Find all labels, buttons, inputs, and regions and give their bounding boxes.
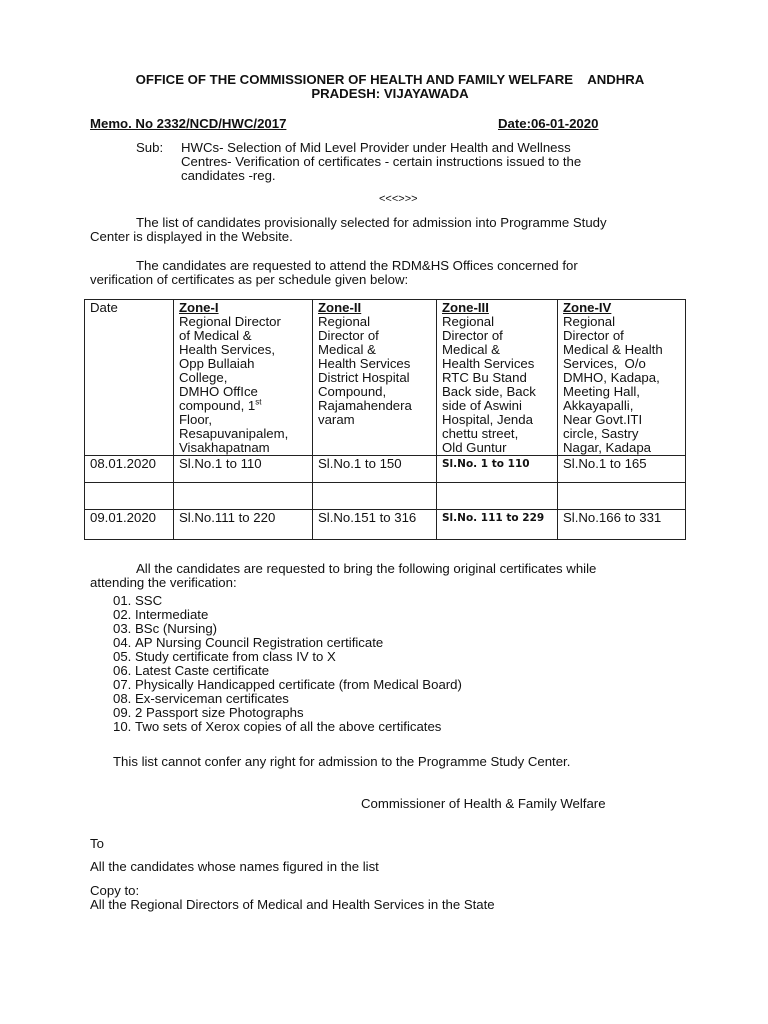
zone-3-address-line: Medical & <box>442 342 500 357</box>
zone-3-address-line: Director of <box>442 328 503 343</box>
zone-4-address-line: Director of <box>563 328 624 343</box>
list-item <box>113 594 462 608</box>
zone-1-address-line: College, <box>179 370 228 385</box>
list-number: 06. <box>113 663 132 678</box>
zone-3-address-line: Old Guntur <box>442 440 507 455</box>
office-title <box>90 73 690 101</box>
copy-to-label: Copy to: <box>90 883 140 898</box>
copy-to-block <box>90 884 495 912</box>
zone-1-address-line: Resapuvanipalem, <box>179 426 289 441</box>
paragraph-bring-certificates <box>90 562 678 590</box>
list-text: 2 Passport size Photographs <box>135 705 304 720</box>
zone-3-range-cell: Sl.No. 111 to 229 <box>437 510 558 540</box>
zone-1-range-cell: Sl.No.1 to 110 <box>174 456 313 483</box>
zone-3-range-cell: Sl.No. 1 to 110 <box>437 456 558 483</box>
list-item <box>113 636 462 650</box>
superscript-st: st <box>255 397 262 407</box>
memo-number: Memo. No 2332/NCD/HWC/2017 <box>90 116 287 131</box>
zone-4-address-line: Services, O/o <box>563 356 646 371</box>
table-header-row <box>85 300 686 456</box>
zone-2-name: Zone-II <box>318 300 362 315</box>
list-item <box>113 664 462 678</box>
list-number: 02. <box>113 607 132 622</box>
zone-2-address-line: District Hospital <box>318 370 410 385</box>
paragraph-line: The list of candidates provisionally selected for admission into Programme Study <box>136 215 607 230</box>
list-text: Two sets of Xerox copies of all the above certificates <box>135 719 442 734</box>
zone-4-address-line: circle, Sastry <box>563 426 639 441</box>
zone-1-address-line: Regional Director <box>179 314 281 329</box>
zone-3-address-line: Back side, Back <box>442 384 536 399</box>
schedule-date-cell <box>85 483 174 510</box>
list-number: 07. <box>113 677 132 692</box>
schedule-date-cell: 09.01.2020 <box>85 510 174 540</box>
zone-3-address-line: Hospital, Jenda <box>442 412 533 427</box>
list-item <box>113 608 462 622</box>
certificate-list <box>113 594 462 734</box>
zone-2-range-cell: Sl.No.151 to 316 <box>313 510 437 540</box>
zone-4-range-cell <box>558 483 686 510</box>
zone-2-range-cell <box>313 483 437 510</box>
paragraph-list-displayed <box>90 216 678 244</box>
zone-1-address-line: DMHO OffIce <box>179 384 258 399</box>
list-text: BSc (Nursing) <box>135 621 218 636</box>
paragraph-line: The candidates are requested to attend the RDM&HS Offices concerned for <box>136 258 578 273</box>
zone-3-address-line: chettu street, <box>442 426 519 441</box>
list-number: 01. <box>113 593 132 608</box>
zone-2-address-line: Director of <box>318 328 379 343</box>
zone-1-range-cell: Sl.No.111 to 220 <box>174 510 313 540</box>
disclaimer-note: This list cannot confer any right for admission to the Programme Study Center. <box>113 754 571 769</box>
zone-4-address-line: Near Govt.ITI <box>563 412 643 427</box>
title-line-1: OFFICE OF THE COMMISSIONER OF HEALTH AND FAMILY WELFARE ANDHRA <box>135 72 645 87</box>
list-item <box>113 720 462 734</box>
subject-line: candidates -reg. <box>181 168 276 183</box>
zone-1-address-line: of Medical & <box>179 328 252 343</box>
zone-4-header-cell <box>558 300 686 456</box>
signatory: Commissioner of Health & Family Welfare <box>361 796 606 811</box>
paragraph-line: attending the verification: <box>90 575 237 590</box>
table-row <box>85 510 686 540</box>
subject-text <box>181 141 651 183</box>
schedule-date-cell: 08.01.2020 <box>85 456 174 483</box>
zone-2-range-cell: Sl.No.1 to 150 <box>313 456 437 483</box>
recipients-line: All the candidates whose names figured in the list <box>90 859 379 874</box>
zone-1-address-line: Opp Bullaiah <box>179 356 255 371</box>
zone-3-address-line: Regional <box>442 314 495 329</box>
zone-1-header-cell <box>174 300 313 456</box>
zone-2-address-line: Compound, <box>318 384 387 399</box>
list-text: AP Nursing Council Registration certificate <box>135 635 384 650</box>
subject-label: Sub: <box>136 140 164 155</box>
zone-1-address-line: Visakhapatnam <box>179 440 270 455</box>
list-number: 05. <box>113 649 132 664</box>
list-number: 03. <box>113 621 132 636</box>
list-number: 10. <box>113 719 132 734</box>
list-item <box>113 678 462 692</box>
subject-line: Centres- Verification of certificates - certain instructions issued to the <box>181 154 582 169</box>
date-header-cell: Date <box>85 300 174 456</box>
copy-to-recipients: All the Regional Directors of Medical and Health Services in the State <box>90 897 495 912</box>
list-item <box>113 692 462 706</box>
zone-3-header-cell <box>437 300 558 456</box>
zone-4-address-line: DMHO, Kadapa, <box>563 370 660 385</box>
list-text: Study certificate from class IV to X <box>135 649 336 664</box>
subject-line: HWCs- Selection of Mid Level Provider under Health and Wellness <box>181 140 571 155</box>
paragraph-attend-offices <box>90 259 678 287</box>
zone-3-address-line: Health Services <box>442 356 535 371</box>
table-row <box>85 483 686 510</box>
table-row <box>85 456 686 483</box>
zone-2-address-line: Regional <box>318 314 371 329</box>
list-item <box>113 622 462 636</box>
list-text: SSC <box>135 593 163 608</box>
title-line-2: PRADESH: VIJAYAWADA <box>311 86 469 101</box>
zone-2-address-line: varam <box>318 412 355 427</box>
list-text: Latest Caste certificate <box>135 663 270 678</box>
zone-3-address-line: RTC Bu Stand <box>442 370 527 385</box>
zone-4-range-cell: Sl.No.166 to 331 <box>558 510 686 540</box>
list-text: Intermediate <box>135 607 209 622</box>
list-number: 09. <box>113 705 132 720</box>
zone-1-name: Zone-I <box>179 300 219 315</box>
list-text: Physically Handicapped certificate (from Medical Board) <box>135 677 462 692</box>
zone-1-range-cell <box>174 483 313 510</box>
list-number: 04. <box>113 635 132 650</box>
zone-3-address-line: side of Aswini <box>442 398 522 413</box>
zone-2-address-line: Health Services <box>318 356 411 371</box>
zone-1-address-line: Floor, <box>179 412 212 427</box>
to-label: To <box>90 836 104 851</box>
paragraph-line: Center is displayed in the Website. <box>90 229 293 244</box>
zone-3-name: Zone-III <box>442 300 489 315</box>
memo-date: Date:06-01-2020 <box>498 116 599 131</box>
zone-4-address-line: Nagar, Kadapa <box>563 440 651 455</box>
zone-4-name: Zone-IV <box>563 300 612 315</box>
zone-1-address-line <box>179 399 308 413</box>
paragraph-line: All the candidates are requested to bring the following original certificates while <box>136 561 597 576</box>
zone-1-address-line: Health Services, <box>179 342 276 357</box>
list-number: 08. <box>113 691 132 706</box>
list-item <box>113 650 462 664</box>
zone-4-address-line: Akkayapalli, <box>563 398 634 413</box>
verification-schedule-table <box>84 299 686 540</box>
zone-4-range-cell: Sl.No.1 to 165 <box>558 456 686 483</box>
zone-3-range-cell <box>437 483 558 510</box>
list-item <box>113 706 462 720</box>
list-text: Ex-serviceman certificates <box>135 691 289 706</box>
zone-2-header-cell <box>313 300 437 456</box>
zone-2-address-line: Rajamahendera <box>318 398 412 413</box>
separator-marks: <<<>>> <box>379 193 418 205</box>
zone-2-address-line: Medical & <box>318 342 376 357</box>
paragraph-line: verification of certificates as per schedule given below: <box>90 272 409 287</box>
zone-1-floor-text: compound, 1 <box>179 398 256 413</box>
zone-4-address-line: Meeting Hall, <box>563 384 640 399</box>
zone-4-address-line: Regional <box>563 314 616 329</box>
zone-4-address-line: Medical & Health <box>563 342 663 357</box>
